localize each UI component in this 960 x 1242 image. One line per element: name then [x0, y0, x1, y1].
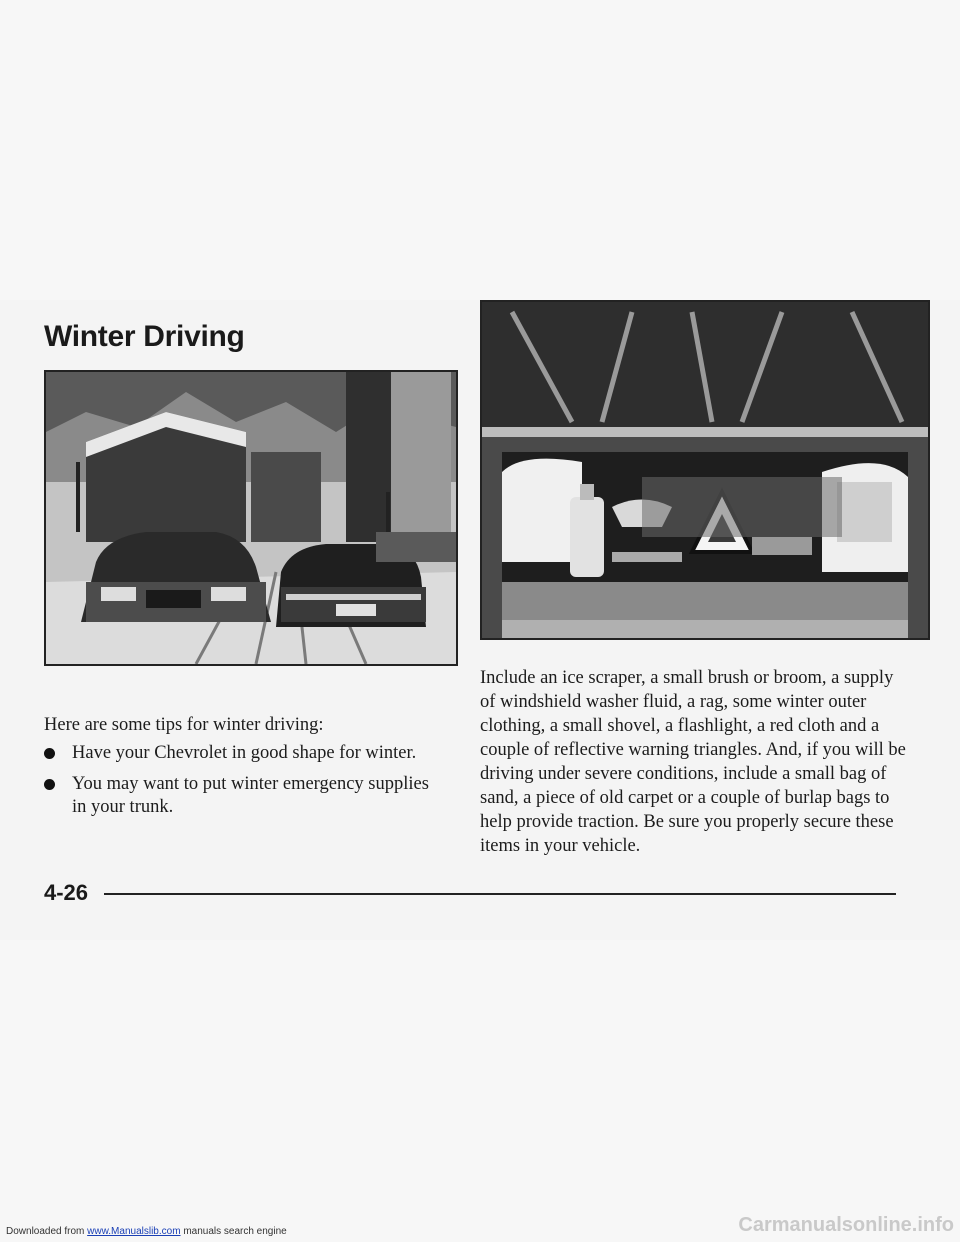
- page-top-margin: [0, 0, 960, 300]
- page-title: Winter Driving: [44, 320, 245, 353]
- tip-text: You may want to put winter emergency supplies in your trunk.: [72, 774, 429, 817]
- download-source-note: [6, 1226, 287, 1237]
- bullet-icon: [44, 748, 55, 759]
- winter-tips-intro: Here are some tips for winter driving:: [44, 715, 324, 735]
- tip-text: Have your Chevrolet in good shape for winter.: [72, 743, 417, 763]
- list-item: [44, 773, 444, 819]
- bullet-icon: [44, 779, 55, 790]
- emergency-supplies-paragraph: Include an ice scraper, a small brush or broom, a supply of windshield washer fluid, a rag, some winter outer clothing, a small shovel, a flashlight, a red cloth and a couple of reflective warning triangles. And, if you will be driving under severe conditions, include a small bag of sand, a piece of old carpet or a couple of burlap bags to help provide traction. Be sure you properly secure these items in your vehicle.: [480, 668, 906, 856]
- site-watermark: Carmanualsonline.info: [738, 1214, 954, 1236]
- download-suffix: manuals search engine: [183, 1226, 287, 1237]
- page-number: 4-26: [44, 880, 89, 905]
- footer-divider: [104, 893, 896, 895]
- winter-street-illustration: [44, 370, 458, 666]
- trunk-supplies-illustration: [480, 300, 930, 640]
- download-prefix: Downloaded from: [6, 1226, 85, 1237]
- list-item: [44, 742, 444, 765]
- page-bottom-margin: [0, 940, 960, 1242]
- winter-tips-list: [44, 742, 444, 827]
- manualslib-link[interactable]: www.Manualslib.com: [87, 1226, 181, 1237]
